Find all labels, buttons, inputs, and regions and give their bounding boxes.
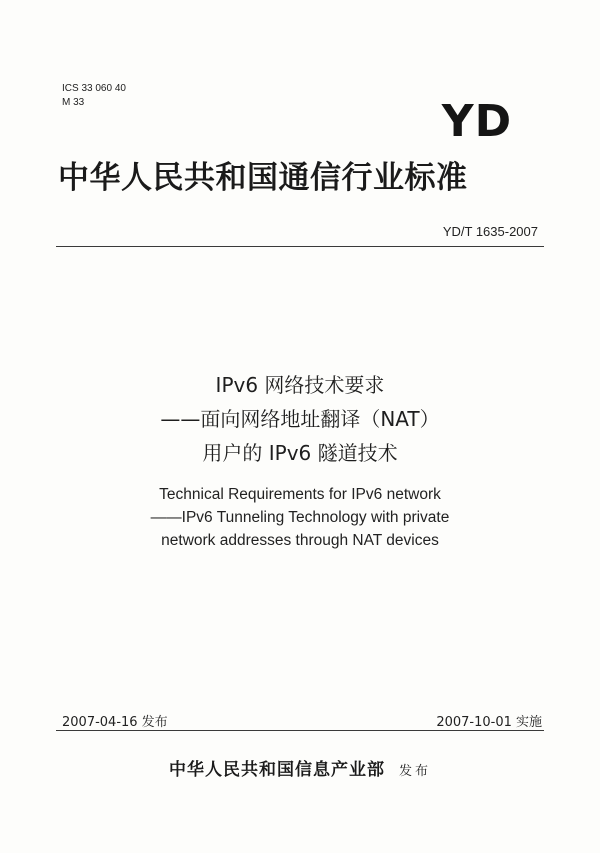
english-title-line-1: Technical Requirements for IPv6 network (159, 486, 441, 503)
ics-code: ICS 33 060 40 (62, 83, 126, 94)
top-divider (56, 246, 544, 247)
chinese-title-line-1: IPv6 网络技术要求 (215, 373, 385, 397)
issue-date: 2007-04-16 发布 (62, 715, 168, 730)
implementation-date: 2007-10-01 实施 (436, 715, 542, 730)
bottom-divider (56, 730, 544, 731)
standard-type-title: 中华人民共和国通信行业标准 (58, 160, 468, 196)
publisher-line (0, 755, 600, 780)
publisher-organization: 中华人民共和国信息产业部 (168, 760, 385, 780)
chinese-title-line-3: 用户的 IPv6 隧道技术 (202, 441, 398, 465)
chinese-title (0, 368, 600, 470)
english-title-line-2: ——IPv6 Tunneling Technology with private (150, 509, 450, 526)
yd-logo (438, 96, 516, 142)
standard-number: YD/T 1635-2007 (442, 224, 538, 239)
english-title (0, 483, 600, 552)
yd-logo-text: YD (441, 96, 513, 142)
classification-code: M 33 (62, 97, 85, 108)
publish-action: 发布 (398, 764, 431, 779)
chinese-title-line-2: ——面向网络地址翻译（NAT） (160, 407, 440, 431)
english-title-line-3: network addresses through NAT devices (161, 532, 439, 549)
classification-codes (62, 82, 126, 110)
